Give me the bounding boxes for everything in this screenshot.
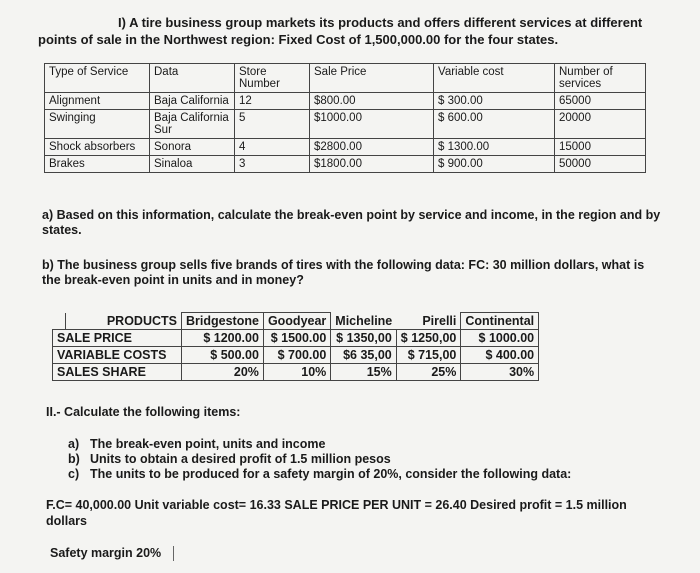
- cell: $6 35,00: [331, 347, 396, 364]
- tire-brands-table: [52, 312, 539, 381]
- table-row: [53, 364, 539, 381]
- cell: 30%: [461, 364, 539, 381]
- section-2-title: II.- Calculate the following items:: [46, 405, 241, 419]
- row-label-sales-share: SALES SHARE: [53, 364, 182, 381]
- list-item: [68, 452, 571, 467]
- cell: 20%: [182, 364, 264, 381]
- col-header-goodyear: Goodyear: [263, 313, 330, 330]
- cell: 50000: [555, 156, 646, 173]
- cell: $ 700.00: [263, 347, 330, 364]
- cell: 12: [235, 93, 310, 110]
- safety-margin-text: Safety margin 20%: [50, 546, 162, 560]
- cell: Baja California Sur: [150, 110, 235, 139]
- cell: $2800.00: [310, 139, 434, 156]
- table-row: [45, 93, 646, 110]
- item-marker: a): [68, 437, 80, 451]
- heading-line-2: points of sale in the Northwest region: Fixed Cost of 1,500,000.00 for the four states.: [38, 32, 559, 47]
- cell: 15%: [331, 364, 396, 381]
- table-row: [53, 347, 539, 364]
- col-header-type: Type of Service: [45, 64, 150, 93]
- item-marker: b): [68, 452, 80, 466]
- cell: 4: [235, 139, 310, 156]
- cell: $ 500.00: [182, 347, 264, 364]
- cell: $800.00: [310, 93, 434, 110]
- question-a: a) Based on this information, calculate the break-even point by service and income, in the region and by states.: [42, 208, 661, 237]
- row-label-sale-price: SALE PRICE: [53, 330, 182, 347]
- col-header-data: Data: [150, 64, 235, 93]
- cell: $1800.00: [310, 156, 434, 173]
- cell: $ 300.00: [434, 93, 555, 110]
- cell: Alignment: [45, 93, 150, 110]
- cell: 20000: [555, 110, 646, 139]
- cell: 25%: [396, 364, 461, 381]
- cell: $ 1500.00: [263, 330, 330, 347]
- item-marker: c): [68, 467, 80, 481]
- items-list: [68, 437, 571, 482]
- list-item: [68, 467, 571, 482]
- cell: $ 1300.00: [434, 139, 555, 156]
- list-item: [68, 437, 571, 452]
- cell: 5: [235, 110, 310, 139]
- question-b: b) The business group sells five brands of tires with the following data: FC: 30 million dollars, what is the break-even point in units and in money?: [42, 258, 645, 287]
- table-row: [53, 330, 539, 347]
- table-row: [45, 110, 646, 139]
- cell: $ 1200.00: [182, 330, 264, 347]
- cell: Brakes: [45, 156, 150, 173]
- cell: $ 715,00: [396, 347, 461, 364]
- cell: $ 400.00: [461, 347, 539, 364]
- cell: $ 1000.00: [461, 330, 539, 347]
- fc-data-line: F.C= 40,000.00 Unit variable cost= 16.33 SALE PRICE PER UNIT = 26.40 Desired profit = 1.5 million dollars: [46, 498, 627, 528]
- cell: 65000: [555, 93, 646, 110]
- table-row: [45, 139, 646, 156]
- cell: Swinging: [45, 110, 150, 139]
- safety-margin-line: [50, 546, 174, 561]
- col-header-products: PRODUCTS: [65, 313, 182, 330]
- text-cursor: [173, 546, 174, 561]
- problem-heading: [38, 14, 678, 48]
- table-header-row: [45, 64, 646, 93]
- cell: Sinaloa: [150, 156, 235, 173]
- cell: $1000.00: [310, 110, 434, 139]
- cell: $ 600.00: [434, 110, 555, 139]
- item-text: The units to be produced for a safety margin of 20%, consider the following data:: [90, 467, 572, 481]
- cell: $ 900.00: [434, 156, 555, 173]
- cell: Baja California: [150, 93, 235, 110]
- cell: 10%: [263, 364, 330, 381]
- col-header-bridgestone: Bridgestone: [182, 313, 264, 330]
- services-table: [44, 63, 646, 173]
- cell: 15000: [555, 139, 646, 156]
- col-header-store-number: Store Number: [235, 64, 310, 93]
- col-header-variable-cost: Variable cost: [434, 64, 555, 93]
- cell: $ 1250,00: [396, 330, 461, 347]
- cell: 3: [235, 156, 310, 173]
- table-header-row: [53, 313, 539, 330]
- col-header-pirelli: Pirelli: [422, 313, 457, 328]
- item-text: The break-even point, units and income: [90, 437, 326, 451]
- table-row: [45, 156, 646, 173]
- col-header-number-services: Number of services: [555, 64, 646, 93]
- col-header-sale-price: Sale Price: [310, 64, 434, 93]
- cell: Sonora: [150, 139, 235, 156]
- cell: Shock absorbers: [45, 139, 150, 156]
- col-header-continental: Continental: [461, 313, 539, 330]
- empty-corner: [53, 313, 66, 330]
- cell: $ 1350,00: [331, 330, 396, 347]
- item-text: Units to obtain a desired profit of 1.5 million pesos: [90, 452, 391, 466]
- heading-line-1: I) A tire business group markets its products and offers different services at different: [118, 15, 643, 30]
- col-header-micheline: Micheline: [335, 313, 393, 328]
- row-label-variable-costs: VARIABLE COSTS: [53, 347, 182, 364]
